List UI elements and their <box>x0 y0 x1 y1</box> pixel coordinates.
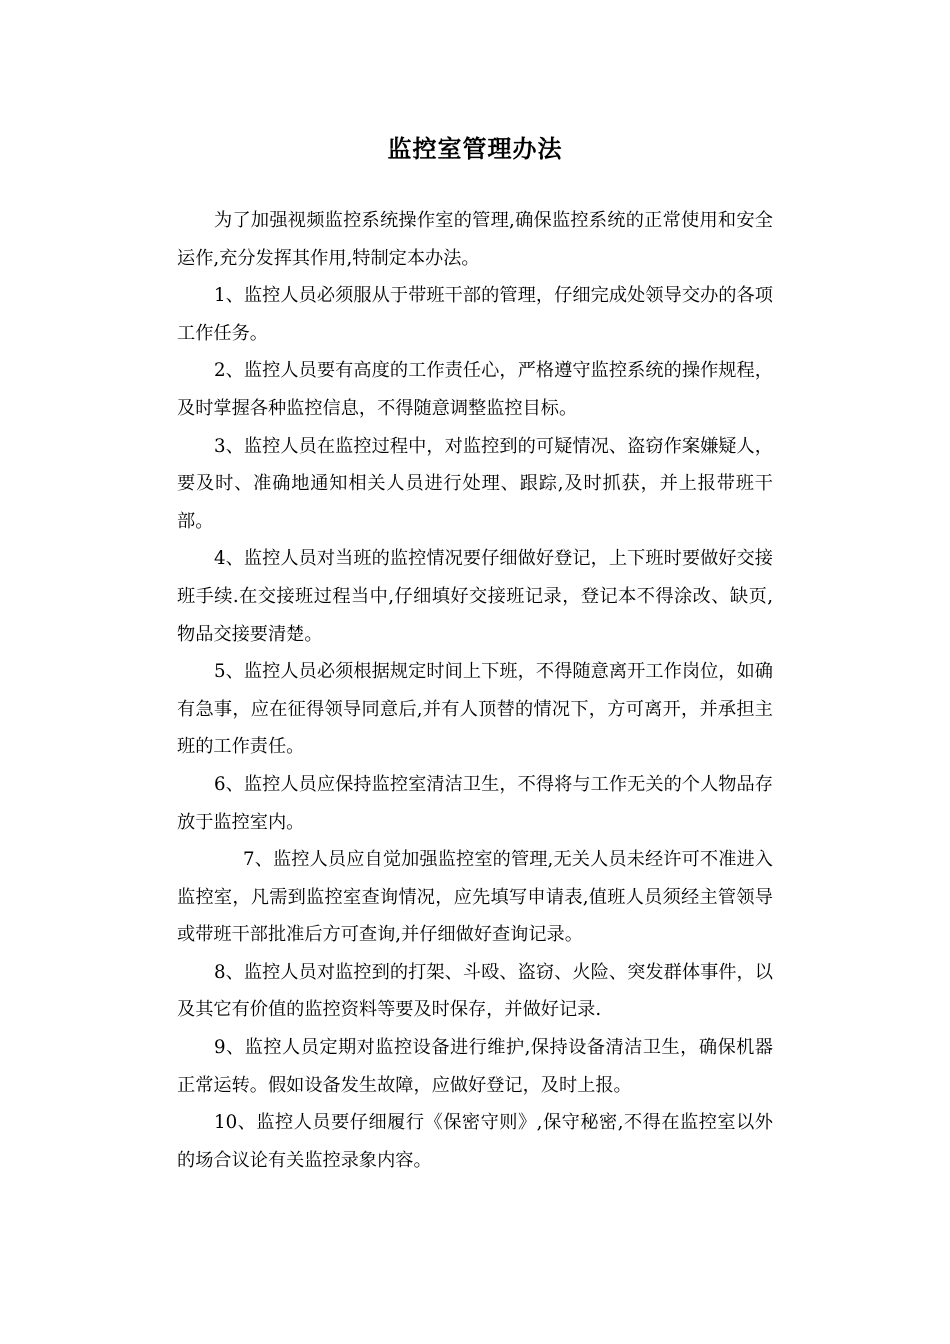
rule-3-paragraph: 3、监控人员在监控过程中，对监控到的可疑情况、盗窃作案嫌疑人，要及时、准确地通知相关人员进行处理、跟踪,及时抓获，并上报带班干部。 <box>177 435 773 532</box>
rule-4-paragraph: 4、监控人员对当班的监控情况要仔细做好登记，上下班时要做好交接班手续.在交接班过程当中,仔细填好交接班记录，登记本不得涂改、缺页,物品交接要清楚。 <box>177 548 773 645</box>
rule-8-paragraph: 8、监控人员对监控到的打架、斗殴、盗窃、火险、突发群体事件，以及其它有价值的监控资料等要及时保存，并做好记录. <box>177 961 773 1021</box>
rule-6-paragraph: 6、监控人员应保持监控室清洁卫生，不得将与工作无关的个人物品存放于监控室内。 <box>177 773 773 833</box>
rule-5-paragraph: 5、监控人员必须根据规定时间上下班，不得随意离开工作岗位，如确有急事，应在征得领导同意后,并有人顶替的情况下，方可离开，并承担主班的工作责任。 <box>177 661 773 758</box>
rule-7-paragraph: 7、监控人员应自觉加强监控室的管理,无关人员未经许可不准进入监控室，凡需到监控室查询情况，应先填写申请表,值班人员须经主管领导或带班干部批准后方可查询,并仔细做好查询记录。 <box>177 849 773 946</box>
document-title: 监控室管理办法 <box>387 135 563 163</box>
rule-2-paragraph: 2、监控人员要有高度的工作责任心，严格遵守监控系统的操作规程，及时掌握各种监控信息，不得随意调整监控目标。 <box>177 360 773 419</box>
rule-9-paragraph: 9、监控人员定期对监控设备进行维护,保持设备清洁卫生，确保机器正常运转。假如设备发生故障，应做好登记，及时上报。 <box>177 1037 773 1096</box>
rule-10-paragraph: 10、监控人员要仔细履行《保密守则》,保守秘密,不得在监控室以外的场合议论有关监控录象内容。 <box>177 1112 773 1171</box>
document-body <box>177 202 773 1179</box>
intro-paragraph: 为了加强视频监控系统操作室的管理,确保监控系统的正常使用和安全运作,充分发挥其作用,特制定本办法。 <box>177 210 773 269</box>
rule-1-paragraph: 1、监控人员必须服从于带班干部的管理，仔细完成处领导交办的各项工作任务。 <box>177 285 773 344</box>
